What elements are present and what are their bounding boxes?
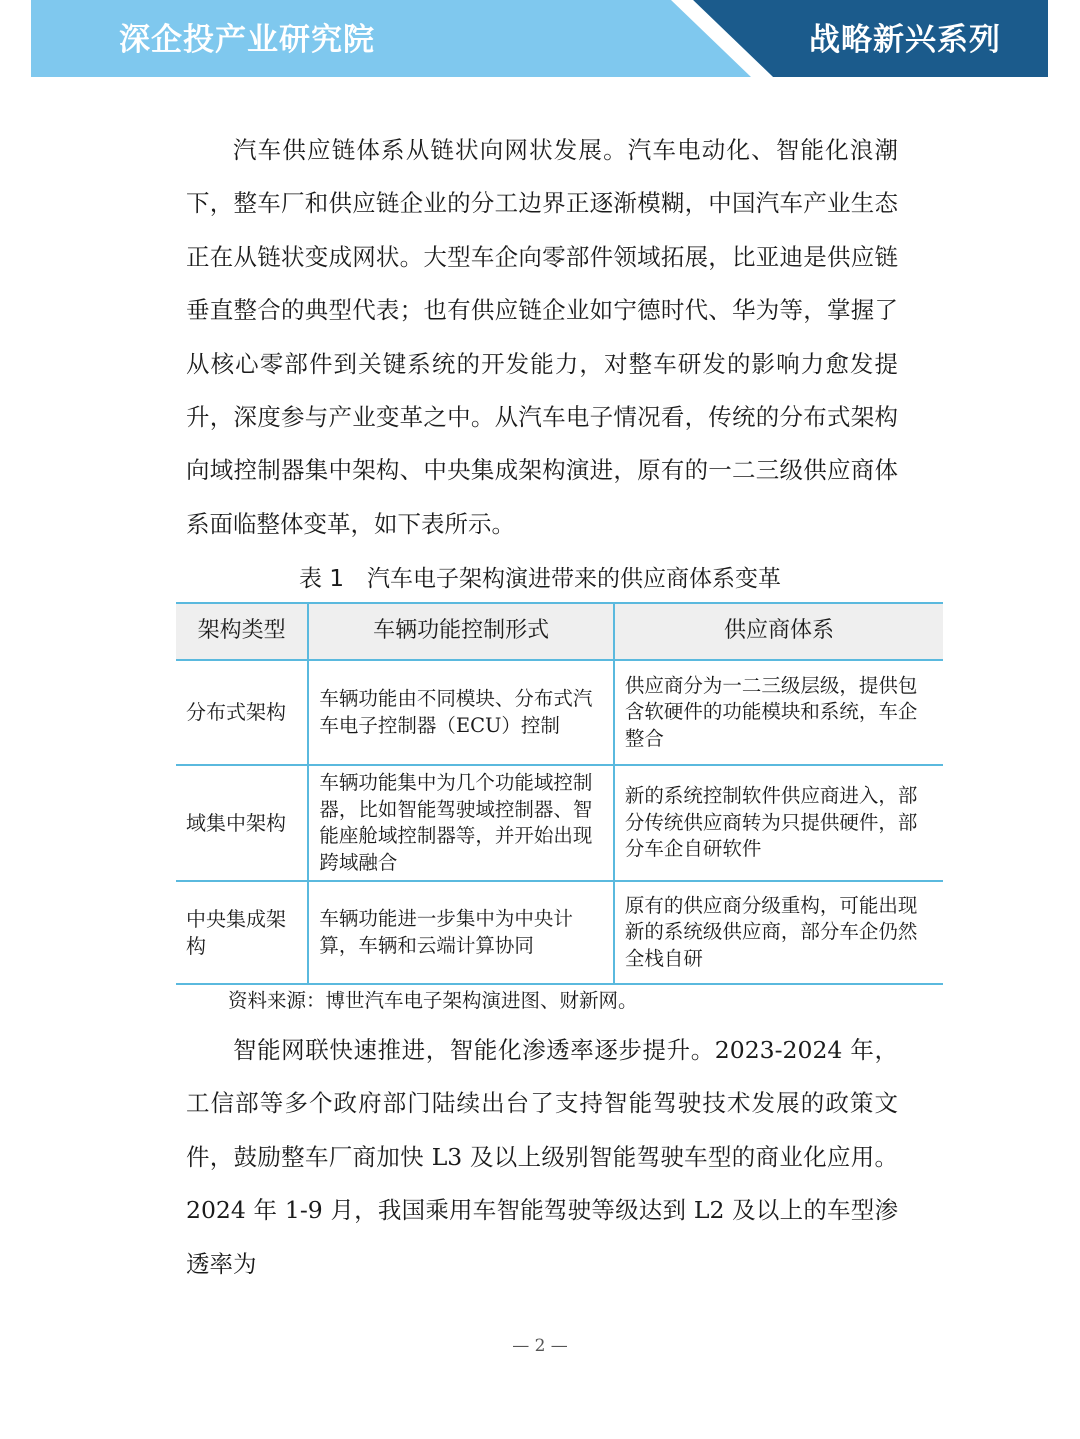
paragraph-lead: 汽车供应链体系从链状向网状发展。 <box>233 136 628 164</box>
series-title: 战略新兴系列 <box>809 22 1001 58</box>
table-cell: 车辆功能由不同模块、分布式汽车电子控制器（ECU）控制 <box>308 660 614 765</box>
paragraph-body: 2023-2024 年，工信部等多个政府部门陆续出台了支持智能驾驶技术发展的政策文件，鼓励整车厂商加快 L3 及以上级别智能驾驶车型的商业化应用。2024 年 1-9 月，我国乘用车智能驾驶等级达到 L2 及以上的车型渗透率为 <box>186 1036 898 1278</box>
table-header-cell: 架构类型 <box>176 603 308 660</box>
table-row <box>176 765 943 881</box>
table-cell: 中央集成架构 <box>176 881 308 984</box>
institute-title: 深企投产业研究院 <box>119 22 375 58</box>
table-cell: 域集中架构 <box>176 765 308 881</box>
paragraph-intelligent-driving <box>186 1024 898 1291</box>
paragraph-body: 汽车电动化、智能化浪潮下，整车厂和供应链企业的分工边界正逐渐模糊，中国汽车产业生态正在从链状变成网状。大型车企向零部件领域拓展，比亚迪是供应链垂直整合的典型代表；也有供应链企业如宁德时代、华为等，掌握了从核心零部件到关键系统的开发能力，对整车研发的影响力愈发提升，深度参与产业变革之中。从汽车电子情况看，传统的分布式架构向域控制器集中架构、中央集成架构演进，原有的一二三级供应商体系面临整体变革，如下表所示。 <box>186 136 899 538</box>
table-cell: 车辆功能集中为几个功能域控制器，比如智能驾驶域控制器、智能座舱域控制器等，并开始出现跨域融合 <box>308 765 614 881</box>
paragraph-supply-chain <box>186 124 898 551</box>
table-row <box>176 660 943 765</box>
page-number: — 2 — <box>512 1336 568 1356</box>
architecture-table <box>176 602 943 985</box>
table-header-cell: 车辆功能控制形式 <box>308 603 614 660</box>
table-header-cell: 供应商体系 <box>614 603 943 660</box>
table-caption: 表 1 汽车电子架构演进带来的供应商体系变革 <box>299 566 781 592</box>
table-source-note: 资料来源：博世汽车电子架构演进图、财新网。 <box>228 989 638 1012</box>
table-cell: 供应商分为一二三级层级，提供包含软硬件的功能模块和系统，车企整合 <box>614 660 943 765</box>
table-cell: 新的系统控制软件供应商进入，部分传统供应商转为只提供硬件，部分车企自研软件 <box>614 765 943 881</box>
table-row <box>176 881 943 984</box>
table-cell: 原有的供应商分级重构，可能出现新的系统级供应商，部分车企仍然全栈自研 <box>614 881 943 984</box>
table-cell: 分布式架构 <box>176 660 308 765</box>
table-cell: 车辆功能进一步集中为中央计算，车辆和云端计算协同 <box>308 881 614 984</box>
table-header-row <box>176 603 943 660</box>
paragraph-lead: 智能网联快速推进，智能化渗透率逐步提升。 <box>233 1036 715 1064</box>
page-header <box>31 0 1048 77</box>
